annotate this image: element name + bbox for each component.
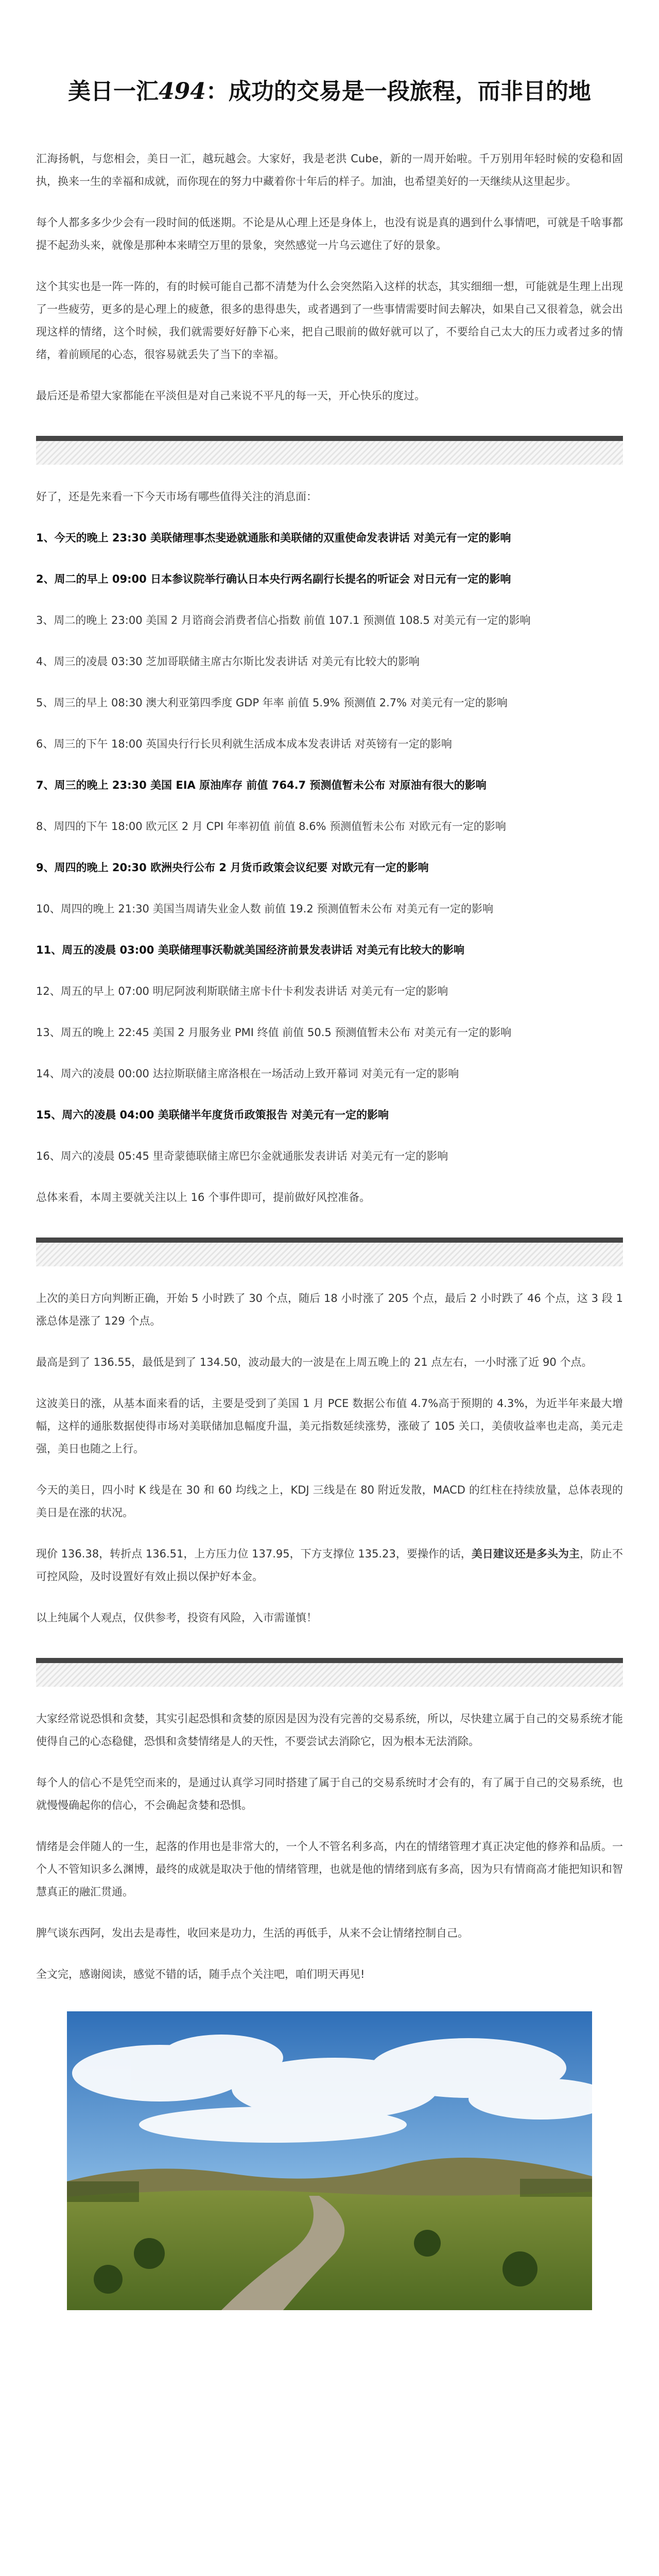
landscape-photo [67,2011,592,2310]
event-item: 8、周四的下午 18:00 欧元区 2 月 CPI 年率初值 前值 8.6% 预测值暂未公布 对欧元有一定的影响 [36,820,506,833]
event-item: 1、今天的晚上 23:30 美联储理事杰斐逊就通胀和美联储的双重使命发表讲话 对美元有一定的影响 [36,532,511,544]
recommendation-bold: 美日建议还是多头为主 [471,1548,580,1560]
section-divider [36,1238,623,1266]
intro-section [36,147,623,407]
event-item: 6、周三的下午 18:00 英国央行行长贝利就生活成本成本发表讲话 对英镑有一定的影响 [36,738,452,750]
intro-paragraph: 汇海扬帆，与您相会，美日一汇，越玩越会。大家好，我是老洪 Cube，新的一周开始啦。千万别用年轻时候的安稳和固执，换来一生的幸福和成就，而你现在的努力中藏着你十年后的样子。加油，也希望美好的一天继续从这里起步。 [36,152,623,188]
recommendation-tail: ，防止不可控风险，及时设置好有效止损以保护好本金。 [36,1548,623,1583]
events-intro: 好了，还是先来看一下今天市场有哪些值得关注的消息面： [36,490,317,503]
disclaimer: 以上纯属个人观点，仅供参考，投资有风险，入市需谨慎！ [36,1612,317,1624]
analysis-paragraph: 这波美日的涨，从基本面来看的话，主要是受到了美国 1 月 PCE 数据公布值 4.7%高于预期的 4.3%，为近半年来最大增幅，这样的通胀数据使得市场对美联储加息幅度升温，美元指数延续涨势，涨破了 105 关口，美债收益率也走高，美元走强，美日也随之上行。 [36,1397,623,1455]
intro-paragraph: 每个人都多多少少会有一段时间的低迷期。不论是从心理上还是身体上，也没有说是真的遇到什么事情吧，可就是千啥事都提不起劲头来，就像是那种本来晴空万里的景象，突然感觉一片乌云遮住了好的景象。 [36,216,623,251]
intro-paragraph: 这个其实也是一阵一阵的，有的时候可能自己都不清楚为什么会突然陷入这样的状态，其实细细一想，可能就是生理上出现了一些疲劳，更多的是心理上的疲惫，很多的患得患失，或者遇到了一些事情需要时间去解决，如果自己又很着急，就会出现这样的情绪，这个时候，我们就需要好好静下心来，把自己眼前的做好就可以了，不要给自己太大的压力或者过多的情绪，着前顾尾的心态，很容易就丢失了当下的幸福。 [36,280,623,361]
section-divider [36,436,623,465]
analysis-paragraph: 最高是到了 136.55，最低是到了 134.50，波动最大的一波是在上周五晚上的 21 点左右，一小时涨了近 90 个点。 [36,1356,593,1368]
article [36,0,623,2576]
analysis-section [36,1287,623,1629]
event-item: 10、周四的晚上 21:30 美国当周请失业金人数 前值 19.2 预测值暂未公布 对美元有一定的影响 [36,903,494,915]
event-item: 2、周二的早上 09:00 日本参议院举行确认日本央行两名副行长提名的听证会 对日元有一定的影响 [36,573,511,585]
closing-paragraph: 情绪是会伴随人的一生，起落的作用也是非常大的，一个人不管名利多高，内在的情绪管理才真正决定他的修养和品质。一个人不管知识多么渊博，最终的成就是取决于他的情绪管理，也就是他的情绪到底有多高，因为只有情商高才能把知识和智慧真正的融汇贯通。 [36,1840,623,1898]
closing-paragraph: 脾气谈东西阿，发出去是毒性，收回来是功力，生活的再低手，从来不会让情绪控制自己。 [36,1927,469,1939]
event-item: 11、周五的凌晨 03:00 美联储理事沃勒就美国经济前景发表讲话 对美元有比较大的影响 [36,944,464,956]
closing-paragraph: 大家经常说恐惧和贪婪，其实引起恐惧和贪婪的原因是因为没有完善的交易系统，所以，尽快建立属于自己的交易系统才能使得自己的心态稳健，恐惧和贪婪情绪是人的天性，不要尝试去消除它，因为根本无法消除。 [36,1713,623,1748]
landscape-illustration [67,2011,592,2310]
event-item: 13、周五的晚上 22:45 美国 2 月服务业 PMI 终值 前值 50.5 预测值暂未公布 对美元有一定的影响 [36,1026,512,1039]
analysis-paragraph: 今天的美日，四小时 K 线是在 30 和 60 均线之上，KDJ 三线是在 80 附近发散，MACD 的红柱在持续放量，总体表现的美日是在涨的状况。 [36,1484,623,1519]
event-item: 12、周五的早上 07:00 明尼阿波利斯联储主席卡什卡利发表讲话 对美元有一定的影响 [36,985,448,997]
analysis-recommendation [36,1543,623,1588]
event-item: 14、周六的凌晨 00:00 达拉斯联储主席洛根在一场活动上致开幕词 对美元有一定的影响 [36,1067,459,1080]
article-title [51,72,608,111]
events-list [36,527,623,1167]
title-number: 494 [159,78,206,105]
closing-paragraph: 全文完，感谢阅读，感觉不错的话，随手点个关注吧，咱们明天再见! [36,1968,365,1980]
events-section [36,485,623,1209]
closing-section [36,1707,623,1986]
events-summary: 总体来看，本周主要就关注以上 16 个事件即可，提前做好风控准备。 [36,1191,371,1204]
section-divider [36,1658,623,1687]
event-item: 5、周三的早上 08:30 澳大利亚第四季度 GDP 年率 前值 5.9% 预测值 2.7% 对美元有一定的影响 [36,697,508,709]
intro-paragraph: 最后还是希望大家都能在平淡但是对自己来说不平凡的每一天，开心快乐的度过。 [36,389,425,402]
event-item: 16、周六的凌晨 05:45 里奇蒙德联储主席巴尔金就通胀发表讲话 对美元有一定的影响 [36,1150,448,1162]
event-item: 15、周六的凌晨 04:00 美联储半年度货币政策报告 对美元有一定的影响 [36,1109,389,1121]
title-rest: ：成功的交易是一段旅程，而非目的地 [205,78,591,105]
closing-paragraph: 每个人的信心不是凭空而来的，是通过认真学习同时搭建了属于自己的交易系统时才会有的，有了属于自己的交易系统，也就慢慢确起你的信心，不会确起贪婪和恐惧。 [36,1776,623,1811]
event-item: 3、周二的晚上 23:00 美国 2 月谘商会消费者信心指数 前值 107.1 预测值 108.5 对美元有一定的影响 [36,614,531,626]
event-item: 7、周三的晚上 23:30 美国 EIA 原油库存 前值 764.7 预测值暂未公布 对原油有很大的影响 [36,779,487,791]
event-item: 9、周四的晚上 20:30 欧洲央行公布 2 月货币政策会议纪要 对欧元有一定的影响 [36,861,429,874]
title-prefix: 美日一汇 [68,78,159,105]
analysis-paragraph: 上次的美日方向判断正确，开始 5 小时跌了 30 个点，随后 18 小时涨了 205 个点，最后 2 小时跌了 46 个点，这 3 段 1 涨总体是涨了 129 个点。 [36,1292,623,1327]
recommendation-text: 现价 136.38，转折点 136.51，上方压力位 137.95，下方支撑位 135.23，要操作的话， [36,1548,472,1560]
event-item: 4、周三的凌晨 03:30 芝加哥联储主席古尔斯比发表讲话 对美元有比较大的影响 [36,655,420,668]
